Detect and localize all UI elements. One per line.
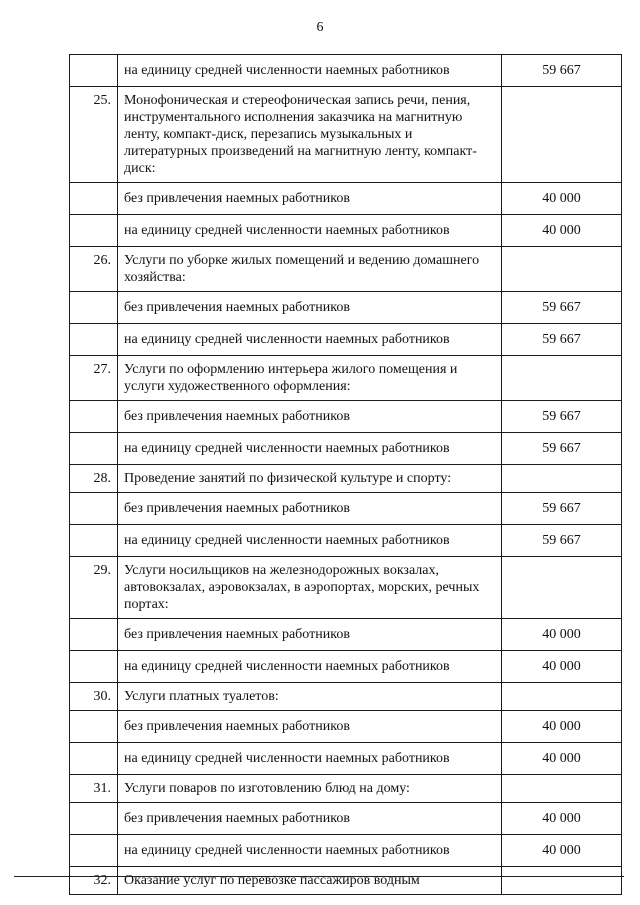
row-value: 40 000 — [502, 215, 622, 247]
table-row — [70, 433, 622, 465]
row-description: Оказание услуг по перевозке пассажиров водным — [118, 867, 502, 895]
row-number: 26. — [70, 247, 118, 292]
table-row — [70, 55, 622, 87]
table-row — [70, 324, 622, 356]
row-value: 59 667 — [502, 493, 622, 525]
table-row — [70, 711, 622, 743]
table-row-section — [70, 557, 622, 619]
row-number — [70, 215, 118, 247]
row-value: 59 667 — [502, 324, 622, 356]
table-row — [70, 835, 622, 867]
row-description: Услуги поваров по изготовлению блюд на дому: — [118, 775, 502, 803]
row-value: 59 667 — [502, 55, 622, 87]
table-row-section — [70, 465, 622, 493]
table-row — [70, 292, 622, 324]
row-number — [70, 183, 118, 215]
row-description: Услуги носильщиков на железнодорожных вокзалах, автовокзалах, аэровокзалах, в аэропортах, морских, речных портах: — [118, 557, 502, 619]
row-number — [70, 651, 118, 683]
tariff-table — [69, 54, 622, 895]
footer-divider — [14, 876, 624, 877]
table-row — [70, 401, 622, 433]
row-value: 59 667 — [502, 525, 622, 557]
row-description: на единицу средней численности наемных работников — [118, 743, 502, 775]
row-number — [70, 743, 118, 775]
row-number: 31. — [70, 775, 118, 803]
table-row — [70, 215, 622, 247]
row-value — [502, 557, 622, 619]
row-value: 40 000 — [502, 803, 622, 835]
table-row-section — [70, 87, 622, 183]
row-number: 29. — [70, 557, 118, 619]
row-description: на единицу средней численности наемных работников — [118, 55, 502, 87]
row-description: на единицу средней численности наемных работников — [118, 835, 502, 867]
row-number — [70, 835, 118, 867]
row-value — [502, 247, 622, 292]
row-number: 30. — [70, 683, 118, 711]
table-row-section — [70, 247, 622, 292]
row-description: на единицу средней численности наемных работников — [118, 324, 502, 356]
row-number: 32. — [70, 867, 118, 895]
table-body — [70, 55, 622, 895]
row-value: 40 000 — [502, 651, 622, 683]
row-value: 59 667 — [502, 433, 622, 465]
row-value — [502, 867, 622, 895]
table-row — [70, 651, 622, 683]
row-description: без привлечения наемных работников — [118, 493, 502, 525]
table-row-section — [70, 867, 622, 895]
row-description: без привлечения наемных работников — [118, 803, 502, 835]
row-number — [70, 324, 118, 356]
table-row — [70, 493, 622, 525]
row-description: Услуги по оформлению интерьера жилого помещения и услуги художественного оформления: — [118, 356, 502, 401]
row-value: 40 000 — [502, 711, 622, 743]
row-number: 25. — [70, 87, 118, 183]
row-number: 27. — [70, 356, 118, 401]
table-row — [70, 183, 622, 215]
row-number — [70, 433, 118, 465]
row-number — [70, 711, 118, 743]
row-number: 28. — [70, 465, 118, 493]
row-description: без привлечения наемных работников — [118, 619, 502, 651]
row-description: на единицу средней численности наемных работников — [118, 651, 502, 683]
row-description: Услуги по уборке жилых помещений и ведению домашнего хозяйства: — [118, 247, 502, 292]
row-description: без привлечения наемных работников — [118, 292, 502, 324]
row-value: 59 667 — [502, 292, 622, 324]
table-row — [70, 619, 622, 651]
row-description: без привлечения наемных работников — [118, 711, 502, 743]
table-row — [70, 525, 622, 557]
row-value: 59 667 — [502, 401, 622, 433]
row-description: без привлечения наемных работников — [118, 401, 502, 433]
row-description: без привлечения наемных работников — [118, 183, 502, 215]
row-description: Услуги платных туалетов: — [118, 683, 502, 711]
table-row-section — [70, 683, 622, 711]
row-value — [502, 775, 622, 803]
row-number — [70, 619, 118, 651]
row-description: на единицу средней численности наемных работников — [118, 215, 502, 247]
row-value: 40 000 — [502, 619, 622, 651]
row-value — [502, 356, 622, 401]
row-description: на единицу средней численности наемных работников — [118, 433, 502, 465]
row-number — [70, 803, 118, 835]
page-number: 6 — [316, 20, 324, 35]
row-number — [70, 525, 118, 557]
row-value — [502, 87, 622, 183]
table-row — [70, 743, 622, 775]
row-description: Монофоническая и стереофоническая запись речи, пения, инструментального исполнения заказчика на магнитную ленту, компакт-диск, перезапись музыкальных и литературных произведений на магнитную ленту, компакт-диск: — [118, 87, 502, 183]
table-row-section — [70, 356, 622, 401]
row-number — [70, 401, 118, 433]
row-value — [502, 683, 622, 711]
table-row-section — [70, 775, 622, 803]
row-number — [70, 292, 118, 324]
row-value: 40 000 — [502, 835, 622, 867]
table-row — [70, 803, 622, 835]
row-value — [502, 465, 622, 493]
row-number — [70, 55, 118, 87]
row-description: на единицу средней численности наемных работников — [118, 525, 502, 557]
row-description: Проведение занятий по физической культуре и спорту: — [118, 465, 502, 493]
row-value: 40 000 — [502, 183, 622, 215]
row-value: 40 000 — [502, 743, 622, 775]
row-number — [70, 493, 118, 525]
